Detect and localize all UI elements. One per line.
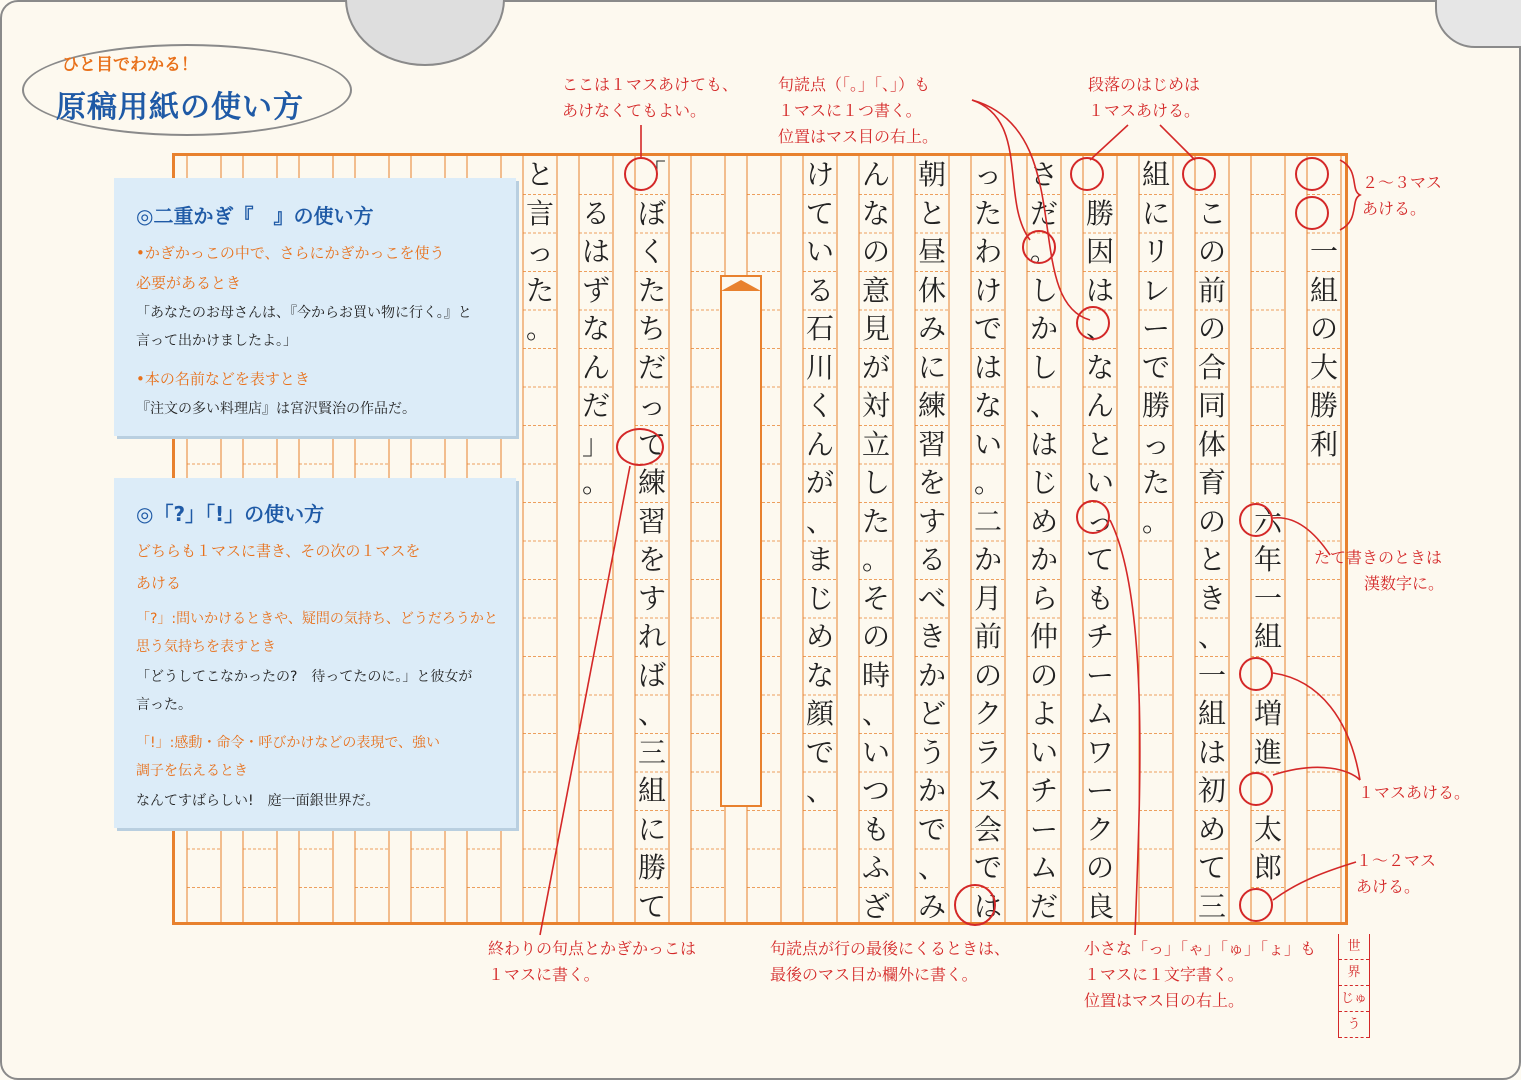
manuscript-char: 」 bbox=[581, 427, 610, 461]
manuscript-char: つ bbox=[861, 774, 890, 807]
manuscript-char: い bbox=[973, 427, 1002, 461]
manuscript-char: て bbox=[637, 427, 666, 461]
manuscript-char: は bbox=[1085, 273, 1114, 307]
manuscript-column bbox=[635, 156, 669, 925]
manuscript-char: ー bbox=[1141, 312, 1170, 345]
example-line: なんてすばらしい! 庭一面銀世界だ。 bbox=[136, 793, 380, 809]
manuscript-char: み bbox=[917, 889, 946, 923]
manuscript-char: ク bbox=[973, 697, 1002, 730]
manuscript-char: だ bbox=[1029, 196, 1058, 230]
manuscript-char: が bbox=[805, 466, 834, 499]
manuscript-char: な bbox=[581, 312, 610, 345]
manuscript-column bbox=[803, 156, 837, 811]
manuscript-char: チ bbox=[1029, 774, 1058, 807]
manuscript-char: ク bbox=[1085, 812, 1114, 846]
rule-line: 「?」:問いかけるときや、疑問の気持ち、どうだろうかと bbox=[136, 611, 498, 627]
manuscript-char: ら bbox=[1029, 581, 1058, 615]
manuscript-char: 会 bbox=[973, 812, 1002, 846]
manuscript-char: 見 bbox=[861, 312, 890, 345]
manuscript-char: す bbox=[637, 581, 666, 615]
manuscript-char: レ bbox=[1141, 273, 1170, 307]
manuscript-column bbox=[915, 156, 949, 925]
manuscript-char: 立 bbox=[861, 427, 890, 461]
manuscript-column bbox=[1083, 156, 1117, 925]
manuscript-char: は bbox=[1197, 735, 1226, 769]
rule-line: あける bbox=[136, 574, 182, 592]
manuscript-char: 一 bbox=[1197, 658, 1226, 692]
manuscript-char: ど bbox=[917, 697, 946, 730]
manuscript-char: み bbox=[917, 312, 946, 345]
manuscript-char: と bbox=[1197, 543, 1226, 576]
manuscript-char: 。 bbox=[973, 466, 1002, 499]
manuscript-char: っ bbox=[1141, 427, 1170, 461]
manuscript-char: 意 bbox=[861, 273, 890, 307]
manuscript-char: か bbox=[973, 543, 1002, 576]
manuscript-char: 、 bbox=[805, 774, 834, 807]
marker-circle bbox=[1295, 157, 1329, 191]
manuscript-char: は bbox=[973, 350, 1002, 384]
annotation-note: 句読点が行の最後にくるときは、 最後のマス目か欄外に書く。 bbox=[770, 939, 1011, 984]
manuscript-char: の bbox=[1197, 312, 1226, 345]
manuscript-char: て bbox=[1197, 851, 1226, 884]
manuscript-char: 、 bbox=[805, 504, 834, 538]
rule-line: •本の名前などを表すとき bbox=[136, 370, 310, 388]
info-box-title: ◎二重かぎ『 』の使い方 bbox=[136, 204, 374, 228]
example-line: 言って出かけましたよ。」 bbox=[136, 333, 297, 349]
manuscript-char: の bbox=[861, 620, 890, 653]
manuscript-char: 、 bbox=[637, 697, 666, 730]
manuscript-char: 一 bbox=[1309, 235, 1338, 268]
manuscript-char: よ bbox=[1029, 697, 1058, 730]
manuscript-char: さ bbox=[1029, 158, 1058, 191]
manuscript-char: か bbox=[917, 658, 946, 692]
manuscript-char bbox=[1251, 310, 1285, 349]
manuscript-char: そ bbox=[861, 581, 890, 615]
manuscript-char: た bbox=[637, 273, 666, 307]
manuscript-char: の bbox=[1197, 504, 1226, 538]
manuscript-char: は bbox=[973, 889, 1002, 923]
manuscript-char: チ bbox=[1085, 620, 1114, 653]
manuscript-char: ば bbox=[637, 658, 666, 692]
manuscript-char: か bbox=[917, 774, 946, 807]
marker-circle bbox=[1295, 196, 1329, 230]
manuscript-char: 一 bbox=[1253, 581, 1282, 615]
manuscript-char: る bbox=[581, 196, 610, 230]
manuscript-char: 三 bbox=[637, 735, 666, 769]
annotation-note: ２～３マス あける。 bbox=[1362, 173, 1443, 218]
info-box-double-quote bbox=[114, 178, 516, 436]
manuscript-char bbox=[1251, 387, 1285, 426]
annotation-note: １～２マス あける。 bbox=[1356, 851, 1437, 896]
manuscript-char: 育 bbox=[1197, 466, 1226, 499]
manuscript-char: 。 bbox=[525, 312, 554, 345]
manuscript-char: だ bbox=[581, 389, 610, 422]
manuscript-char: ざ bbox=[861, 889, 890, 923]
manuscript-char: っ bbox=[525, 235, 554, 268]
manuscript-char: こ bbox=[1197, 196, 1226, 230]
manuscript-column bbox=[859, 156, 893, 925]
manuscript-char: い bbox=[861, 735, 890, 769]
manuscript-char: 良 bbox=[1085, 889, 1114, 923]
manuscript-char: 対 bbox=[861, 389, 890, 422]
manuscript-char: し bbox=[861, 466, 890, 499]
manuscript-char: 、 bbox=[1085, 312, 1114, 345]
manuscript-char: い bbox=[1085, 466, 1114, 499]
manuscript-char: た bbox=[861, 504, 890, 538]
manuscript-char: と bbox=[1085, 427, 1114, 461]
manuscript-char: わ bbox=[973, 235, 1002, 268]
marker-circle bbox=[1239, 888, 1273, 922]
manuscript-char: を bbox=[917, 466, 946, 499]
manuscript-column bbox=[971, 156, 1005, 925]
annotation-note: 終わりの句点とかぎかっこは １マスに書く。 bbox=[488, 939, 697, 984]
manuscript-char: っ bbox=[973, 158, 1002, 191]
manuscript-char: と bbox=[917, 196, 946, 230]
manuscript-char: で bbox=[805, 735, 834, 769]
manuscript-char: 三 bbox=[1197, 889, 1226, 923]
manuscript-char: べ bbox=[917, 581, 946, 615]
manuscript-char bbox=[579, 156, 613, 195]
manuscript-char: ん bbox=[581, 350, 610, 384]
manuscript-char: す bbox=[917, 504, 946, 538]
manuscript-char: 朝 bbox=[917, 158, 946, 191]
manuscript-char: ん bbox=[861, 158, 890, 191]
manuscript-char: い bbox=[805, 235, 834, 268]
manuscript-char: 二 bbox=[973, 504, 1002, 538]
manuscript-char: て bbox=[805, 196, 834, 230]
rule-line: •かぎかっこの中で、さらにかぎかっこを使う bbox=[136, 244, 445, 262]
manuscript-column bbox=[1027, 156, 1061, 925]
manuscript-char: が bbox=[861, 350, 890, 384]
manuscript-char: 勝 bbox=[1309, 389, 1338, 422]
manuscript-char: ん bbox=[1085, 389, 1114, 422]
manuscript-char: き bbox=[917, 620, 946, 653]
manuscript-char: 、 bbox=[861, 697, 890, 730]
manuscript-column bbox=[579, 156, 613, 503]
manuscript-char: 。 bbox=[1029, 235, 1058, 268]
manuscript-char bbox=[1251, 349, 1285, 388]
manuscript-char: 前 bbox=[1197, 273, 1226, 307]
manuscript-char: っ bbox=[637, 389, 666, 422]
manuscript-char: ー bbox=[1085, 658, 1114, 692]
manuscript-char: 習 bbox=[917, 427, 946, 461]
manuscript-char: る bbox=[805, 273, 834, 307]
manuscript-char: ー bbox=[1085, 774, 1114, 807]
manuscript-char: た bbox=[525, 273, 554, 307]
marker-circle bbox=[1076, 500, 1110, 534]
manuscript-char: っ bbox=[1085, 504, 1114, 538]
rule-line: 調子を伝えるとき bbox=[136, 763, 248, 779]
manuscript-char: ち bbox=[637, 312, 666, 345]
manuscript-char: 、 bbox=[1029, 389, 1058, 422]
corner-tab bbox=[1435, 0, 1521, 48]
info-box-title: ◎「?」「!」の使い方 bbox=[136, 502, 325, 526]
manuscript-char: じ bbox=[805, 581, 834, 615]
manuscript-char: に bbox=[917, 350, 946, 384]
manuscript-char: じ bbox=[1029, 466, 1058, 499]
manuscript-char: 六 bbox=[1253, 504, 1282, 538]
manuscript-char: に bbox=[1141, 196, 1170, 230]
marker-circle bbox=[1182, 157, 1216, 191]
manuscript-char: の bbox=[1029, 658, 1058, 692]
manuscript-char: の bbox=[1085, 851, 1114, 884]
rule-line: どちらも１マスに書き、その次の１マスを bbox=[136, 542, 421, 560]
manuscript-char: ム bbox=[1029, 851, 1058, 884]
marker-circle bbox=[1239, 503, 1273, 537]
manuscript-char bbox=[1251, 272, 1285, 311]
manuscript-char: 組 bbox=[1253, 620, 1282, 653]
punch-hole bbox=[345, 0, 505, 66]
manuscript-char: ま bbox=[805, 543, 834, 576]
manuscript-char: 大 bbox=[1309, 350, 1338, 384]
manuscript-char: し bbox=[1029, 273, 1058, 307]
manuscript-char: 言 bbox=[525, 196, 554, 230]
rule-line: 必要があるとき bbox=[136, 274, 242, 292]
manuscript-char: 勝 bbox=[1141, 389, 1170, 422]
manuscript-char: 進 bbox=[1253, 735, 1282, 769]
manuscript-char: 利 bbox=[1309, 427, 1338, 461]
marker-circle bbox=[954, 884, 996, 926]
manuscript-char: な bbox=[973, 389, 1002, 422]
manuscript-char: 仲 bbox=[1029, 620, 1058, 653]
marker-circle bbox=[616, 428, 664, 466]
manuscript-char: ふ bbox=[861, 851, 890, 884]
manuscript-char: し bbox=[1029, 350, 1058, 384]
manuscript-char: ぼ bbox=[637, 196, 666, 230]
manuscript-char: の bbox=[973, 658, 1002, 692]
manuscript-char: か bbox=[1029, 312, 1058, 345]
manuscript-char bbox=[1251, 426, 1285, 465]
manuscript-char bbox=[1251, 195, 1285, 234]
manuscript-char: だ bbox=[1029, 889, 1058, 923]
manuscript-char: う bbox=[917, 735, 946, 769]
manuscript-char: 組 bbox=[1309, 273, 1338, 307]
marker-circle bbox=[624, 157, 658, 191]
annotation-note: たて書きのときは 漢数字に。 bbox=[1314, 548, 1445, 593]
manuscript-char: で bbox=[917, 812, 946, 846]
header-subtitle: ひと目でわかる！ bbox=[62, 55, 198, 75]
manuscript-char: 練 bbox=[917, 389, 946, 422]
page-title: 原稿用紙の使い方 bbox=[56, 90, 304, 125]
manuscript-char: た bbox=[973, 196, 1002, 230]
manuscript-char: ん bbox=[805, 427, 834, 461]
manuscript-char: な bbox=[805, 658, 834, 692]
example-line: 言った。 bbox=[136, 697, 192, 713]
manuscript-char: 。 bbox=[861, 543, 890, 576]
manuscript-char: な bbox=[861, 196, 890, 230]
manuscript-char: ラ bbox=[973, 735, 1002, 769]
manuscript-char: に bbox=[637, 812, 666, 846]
marker-circle bbox=[1239, 772, 1273, 806]
marker-circle bbox=[1022, 230, 1056, 264]
manuscript-char: 合 bbox=[1197, 350, 1226, 384]
manuscript-char: め bbox=[1197, 812, 1226, 846]
manuscript-char: め bbox=[805, 620, 834, 653]
manuscript-char: 習 bbox=[637, 504, 666, 538]
manuscript-char: 石 bbox=[805, 312, 834, 345]
manuscript-char: 月 bbox=[973, 581, 1002, 615]
manuscript-column bbox=[523, 156, 557, 349]
manuscript-char: 組 bbox=[1197, 697, 1226, 730]
manuscript-char: 時 bbox=[861, 658, 890, 692]
manuscript-char: の bbox=[1197, 235, 1226, 268]
info-box-marks bbox=[114, 478, 516, 828]
example-line: 「あなたのお母さんは、『今からお買い物に行く。』と bbox=[136, 305, 472, 321]
manuscript-char: の bbox=[1309, 312, 1338, 345]
manuscript-column bbox=[1195, 156, 1229, 925]
manuscript-char: 。 bbox=[1141, 504, 1170, 538]
manuscript-char: も bbox=[861, 812, 890, 846]
manuscript-char: け bbox=[805, 158, 834, 191]
manuscript-char bbox=[1251, 233, 1285, 272]
manuscript-char bbox=[1251, 464, 1285, 503]
annotation-note: １マスあける。 bbox=[1358, 783, 1471, 802]
manuscript-char: ず bbox=[581, 273, 610, 307]
manuscript-char: 組 bbox=[637, 774, 666, 807]
manuscript-char: を bbox=[637, 543, 666, 576]
sekai-strip: 世 界 じゅ う bbox=[1338, 934, 1370, 1038]
annotation-note: 句読点（「。」「、」）も １マスに１つ書く。 位置はマス目の右上。 bbox=[778, 75, 939, 146]
manuscript-char: な bbox=[1085, 350, 1114, 384]
manuscript-char: 組 bbox=[1141, 158, 1170, 191]
rule-line: 思う気持ちを表すとき bbox=[136, 639, 276, 655]
manuscript-char: め bbox=[1029, 504, 1058, 538]
manuscript-char: 勝 bbox=[1085, 196, 1114, 230]
manuscript-char: 体 bbox=[1197, 427, 1226, 461]
manuscript-char: で bbox=[1141, 350, 1170, 384]
manuscript-char: 「 bbox=[637, 158, 666, 191]
manuscript-char: て bbox=[637, 889, 666, 923]
manuscript-char: ワ bbox=[1085, 735, 1114, 769]
manuscript-char: 年 bbox=[1253, 543, 1282, 576]
manuscript-char: ム bbox=[1085, 697, 1114, 730]
manuscript-char: き bbox=[1197, 581, 1226, 615]
manuscript-char: 増 bbox=[1253, 697, 1282, 730]
manuscript-char: は bbox=[581, 235, 610, 268]
manuscript-char: の bbox=[861, 235, 890, 268]
manuscript-char: も bbox=[1085, 581, 1114, 615]
center-fold bbox=[721, 276, 761, 806]
manuscript-char: 練 bbox=[637, 466, 666, 499]
manuscript-char bbox=[1251, 156, 1285, 195]
manuscript-char: れ bbox=[637, 620, 666, 653]
manuscript-char: け bbox=[973, 273, 1002, 307]
manuscript-char: い bbox=[1029, 735, 1058, 769]
manuscript-char: 休 bbox=[917, 273, 946, 307]
marker-circle bbox=[1239, 657, 1273, 691]
manuscript-char: 郎 bbox=[1253, 851, 1282, 884]
manuscript-char: だ bbox=[637, 350, 666, 384]
manuscript-char: る bbox=[917, 543, 946, 576]
manuscript-char: で bbox=[973, 851, 1002, 884]
example-line: 「どうしてこなかったの? 待ってたのに。」と彼女が bbox=[136, 669, 473, 685]
marker-circle bbox=[1070, 157, 1104, 191]
manuscript-char: リ bbox=[1141, 235, 1170, 268]
manuscript-char: 、 bbox=[917, 851, 946, 884]
manuscript-char: 太 bbox=[1253, 812, 1282, 846]
rule-line: 「!」:感動・命令・呼びかけなどの表現で、強い bbox=[136, 735, 441, 751]
manuscript-char: 因 bbox=[1085, 235, 1114, 268]
annotation-note: ここは１マスあけても、 あけなくてもよい。 bbox=[562, 75, 739, 120]
manuscript-char: た bbox=[1141, 466, 1170, 499]
manuscript-char: 昼 bbox=[917, 235, 946, 268]
manuscript-char: 、 bbox=[1197, 620, 1226, 653]
manuscript-char: 川 bbox=[805, 350, 834, 384]
manuscript-char: 顔 bbox=[805, 697, 834, 730]
manuscript-char: と bbox=[525, 158, 554, 191]
manuscript-char: で bbox=[973, 312, 1002, 345]
manuscript-char: く bbox=[637, 235, 666, 268]
annotation-note: 段落のはじめは １マスあける。 bbox=[1088, 75, 1201, 120]
manuscript-char: て bbox=[1085, 543, 1114, 576]
example-line: 『注文の多い料理店』は宮沢賢治の作品だ。 bbox=[136, 401, 416, 417]
manuscript-char: ス bbox=[973, 774, 1002, 807]
manuscript-char: 前 bbox=[973, 620, 1002, 653]
manuscript-char: 初 bbox=[1197, 774, 1226, 807]
marker-circle bbox=[1076, 306, 1110, 340]
annotation-note: 小さな「っ」「ゃ」「ゅ」「ょ」も １マスに１文字書く。 位置はマス目の右上。 bbox=[1084, 939, 1317, 1010]
manuscript-char: 同 bbox=[1197, 389, 1226, 422]
manuscript-column bbox=[1139, 156, 1173, 541]
manuscript-char: く bbox=[805, 389, 834, 422]
manuscript-char: は bbox=[1029, 427, 1058, 461]
manuscript-char: 。 bbox=[581, 466, 610, 499]
manuscript-char: 勝 bbox=[637, 851, 666, 884]
manuscript-char: か bbox=[1029, 543, 1058, 576]
manuscript-char: ー bbox=[1029, 812, 1058, 846]
